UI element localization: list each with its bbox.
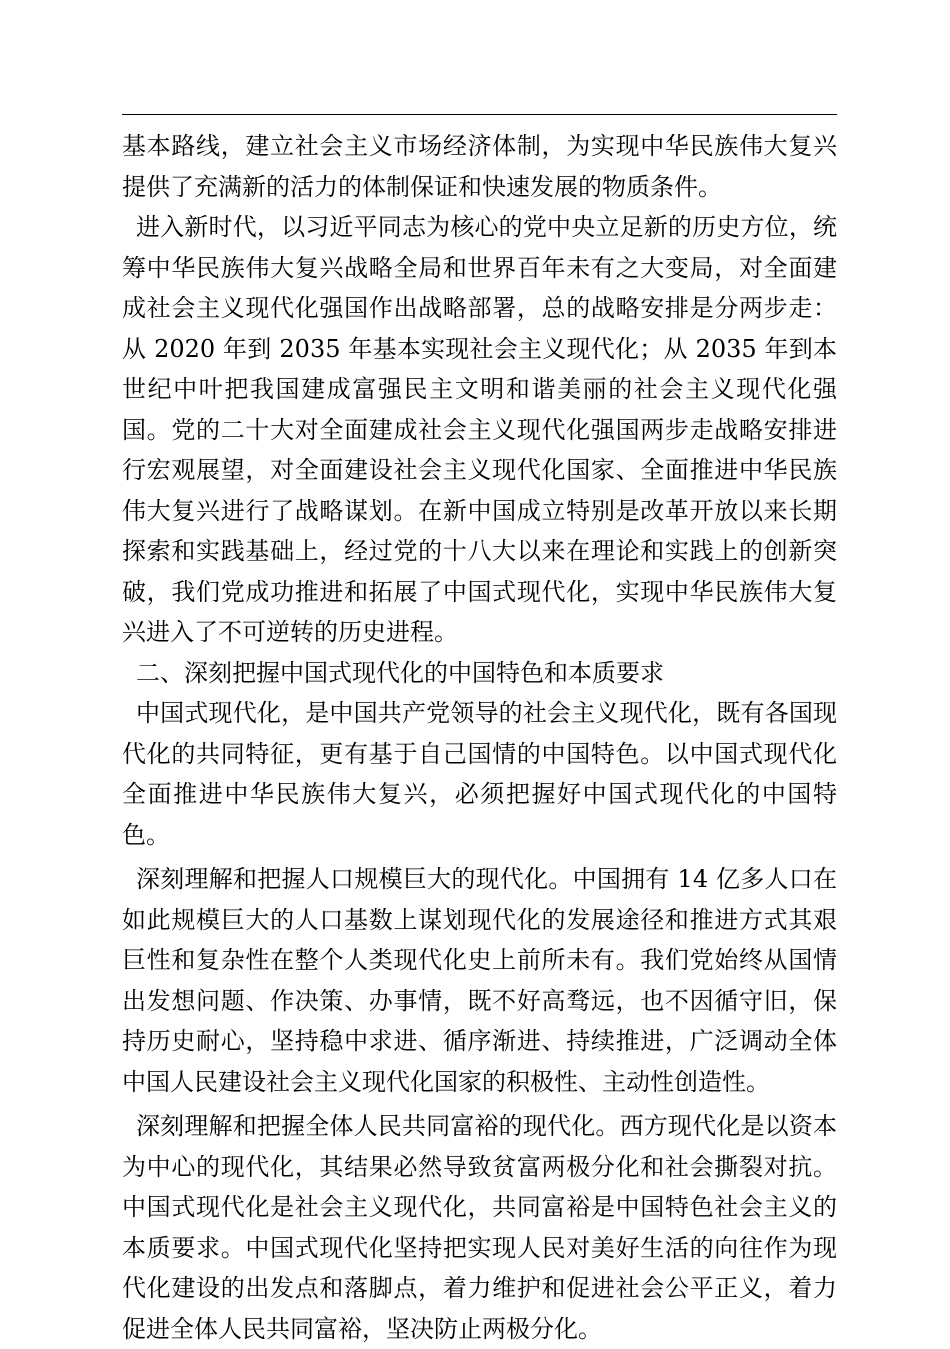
document-body [122, 126, 837, 1349]
paragraph-chinese-characteristics: 中国式现代化，是中国共产党领导的社会主义现代化，既有各国现代化的共同特征，更有基于自己国情的中国特色。以中国式现代化全面推进中华民族伟大复兴，必须把握好中国式现代化的中国特色。 [122, 699, 837, 849]
section-heading: 二、深刻把握中国式现代化的中国特色和本质要求 [136, 658, 664, 687]
paragraph-population-scale: 深刻理解和把握人口规模巨大的现代化。中国拥有 14 亿多人口在如此规模巨大的人口基数上谋划现代化的发展途径和推进方式其艰巨性和复杂性在整个人类现代化史上前所未有。我们党始终从国情出发想问题、作决策、办事情，既不好高骛远，也不因循守旧，保持历史耐心，坚持稳中求进、循序渐进、持续推进，广泛调动全体中国人民建设社会主义现代化国家的积极性、主动性创造性。 [122, 865, 837, 1096]
paragraph-continuation: 基本路线，建立社会主义市场经济体制，为实现中华民族伟大复兴提供了充满新的活力的体制保证和快速发展的物质条件。 [122, 132, 837, 201]
paragraph-new-era: 进入新时代，以习近平同志为核心的党中央立足新的历史方位，统筹中华民族伟大复兴战略全局和世界百年未有之大变局，对全面建成社会主义现代化强国作出战略部署，总的战略安排是分两步走：从 2020 年到 2035 年基本实现社会主义现代化；从 2035 年到本世纪中叶把我国建成富强民主文明和谐美丽的社会主义现代化强国。党的二十大对全面建成社会主义现代化强国两步走战略安排进行宏观展望，对全面建设社会主义现代化国家、全面推进中华民族伟大复兴进行了战略谋划。在新中国成立特别是改革开放以来长期探索和实践基础上，经过党的十八大以来在理论和实践上的创新突破，我们党成功推进和拓展了中国式现代化，实现中华民族伟大复兴进入了不可逆转的历史进程。 [122, 213, 837, 646]
paragraph-common-prosperity: 深刻理解和把握全体人民共同富裕的现代化。西方现代化是以资本为中心的现代化，其结果必然导致贫富两极分化和社会撕裂对抗。中国式现代化是社会主义现代化，共同富裕是中国特色社会主义的本质要求。中国式现代化坚持把实现人民对美好生活的向往作为现代化建设的出发点和落脚点，着力维护和促进社会公平正义，着力促进全体人民共同富裕，坚决防止两极分化。 [122, 1112, 837, 1343]
header-rule [122, 114, 837, 115]
